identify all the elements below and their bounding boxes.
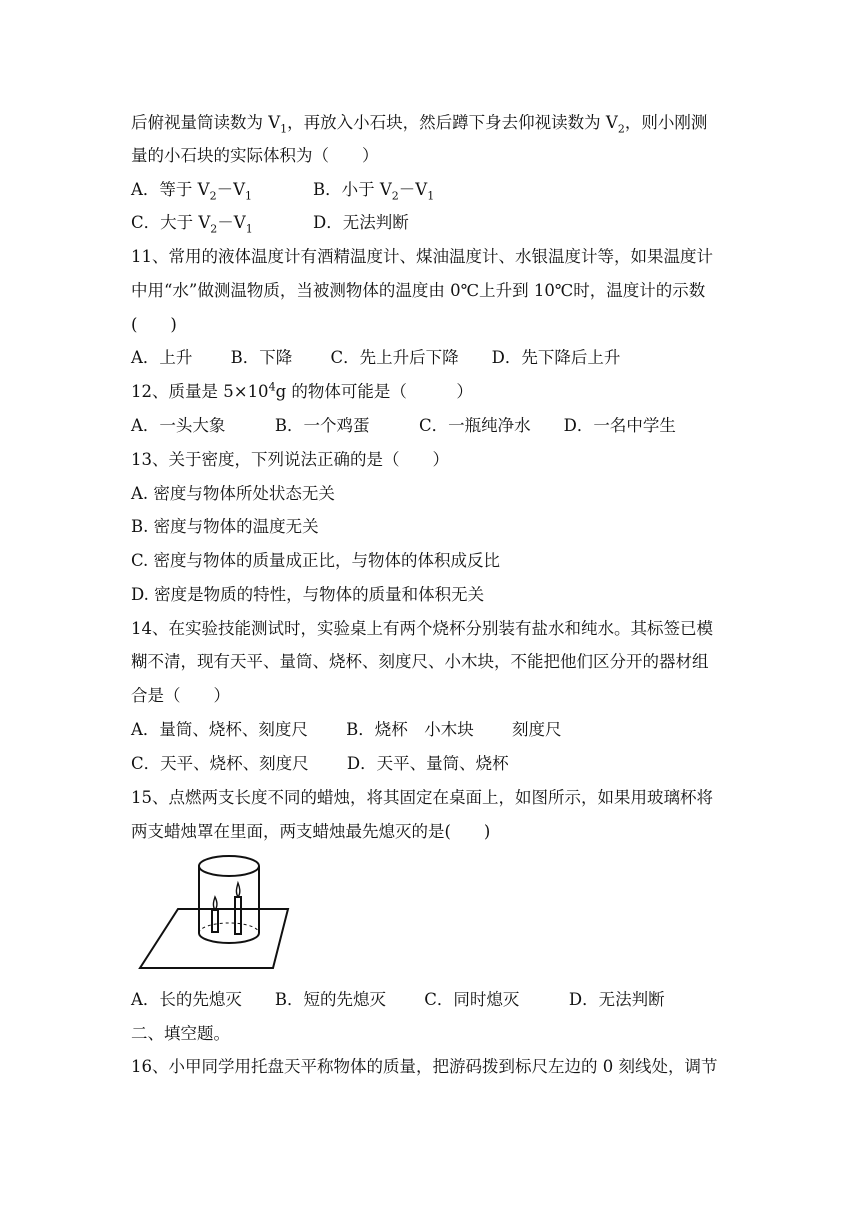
q12-options: A．一头大象 B．一个鸡蛋 C．一瓶纯净水 D．一名中学生 (131, 416, 676, 435)
q13-option-d: D. 密度是物质的特性，与物体的质量和体积无关 (131, 585, 485, 604)
q16-line-1: 16、小甲同学用托盘天平称物体的质量，把游码拨到标尺左边的 0 刻线处，调节 (131, 1057, 718, 1076)
tall-candle (235, 897, 241, 934)
candle-glass-figure (138, 852, 298, 978)
q15-line-1: 15、点燃两支长度不同的蜡烛，将其固定在桌面上，如图所示，如果用玻璃杯将 (131, 788, 713, 807)
glass-top-ellipse (199, 856, 259, 876)
q10-line-1: 后俯视量筒读数为 $V_1$，再放入小石块，然后蹲下身去仰视读数为 $V_2$，则小刚测 (131, 113, 708, 136)
q13-stem: 13、关于密度，下列说法正确的是（ ） (131, 450, 449, 469)
q10-option-d: D．无法判断 (313, 213, 409, 232)
section-2-heading: 二、填空题。 (131, 1024, 230, 1043)
q10-option-b: B．小于 $V_2-V_1$ (313, 180, 435, 203)
q15-options: A．长的先熄灭 B．短的先熄灭 C．同时熄灭 D．无法判断 (131, 990, 665, 1009)
q13-option-c: C. 密度与物体的质量成正比，与物体的体积成反比 (131, 551, 501, 570)
q11-line-2: 中用“水”做测温物质，当被测物体的温度由 0℃上升到 10℃时，温度计的示数 (131, 281, 706, 300)
q15-line-2: 两支蜡烛罩在里面，两支蜡烛最先熄灭的是( ) (131, 822, 491, 841)
q14-options-row-2: C．天平、烧杯、刻度尺 D．天平、量筒、烧杯 (131, 754, 509, 773)
q14-line-2: 糊不清，现有天平、量筒、烧杯、刻度尺、小木块，不能把他们区分开的器材组 (131, 652, 709, 671)
short-candle (212, 910, 218, 932)
candle-glass-illustration (138, 852, 298, 974)
q11-line-1: 11、常用的液体温度计有酒精温度计、煤油温度计、水银温度计等，如果温度计 (131, 247, 713, 266)
q12-stem: 12、质量是 $5\times 10^4g$ 的物体可能是（ ） (131, 380, 473, 401)
q10-option-a: A．等于 $V_2-V_1$ (131, 180, 252, 203)
q14-options-row-1: A．量筒、烧杯、刻度尺 B．烧杯 小木块 刻度尺 (131, 720, 562, 739)
table-surface-shape (140, 909, 288, 968)
q11-line-3: ( ) (131, 315, 177, 334)
q14-line-3: 合是（ ） (131, 686, 230, 705)
q10-line-2: 量的小石块的实际体积为（ ） (131, 146, 379, 165)
q13-option-a: A. 密度与物体所处状态无关 (131, 484, 335, 503)
q14-line-1: 14、在实验技能测试时，实验桌上有两个烧杯分别装有盐水和纯水。其标签已模 (131, 619, 713, 638)
q10-option-c: C．大于 $V_2-V_1$ (131, 213, 253, 236)
q11-options: A．上升 B．下降 C．先上升后下降 D．先下降后上升 (131, 348, 621, 367)
q13-option-b: B. 密度与物体的温度无关 (131, 517, 319, 536)
